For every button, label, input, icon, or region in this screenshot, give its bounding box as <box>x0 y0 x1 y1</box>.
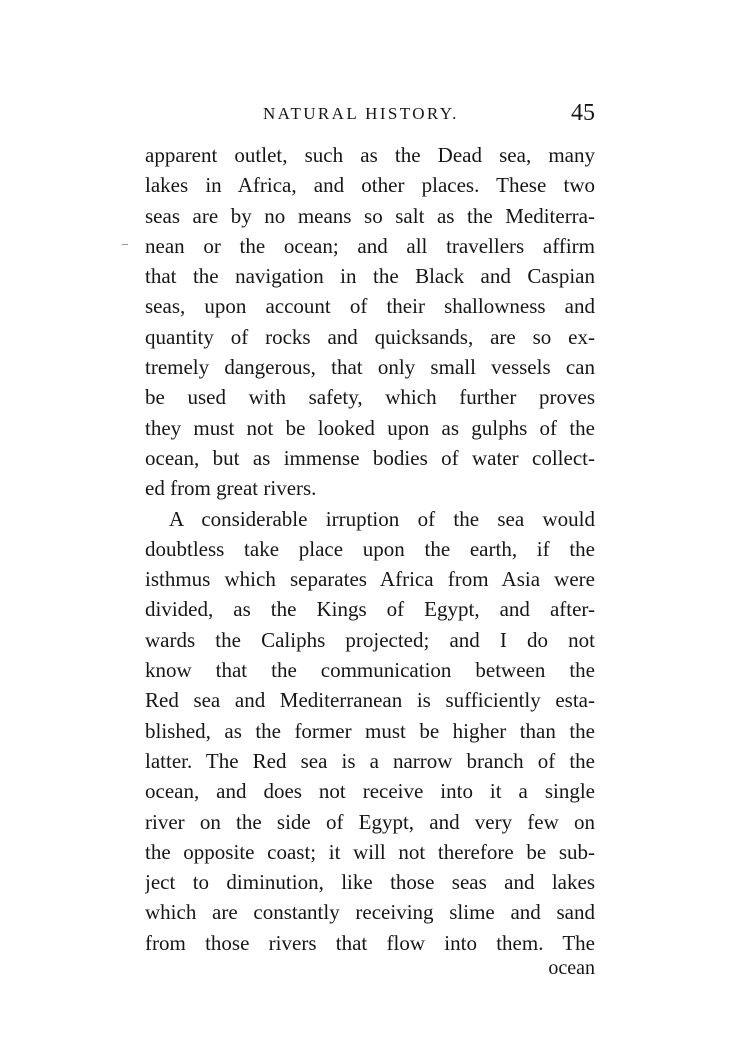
text-line: Red sea and Mediterranean is sufficiently esta- <box>145 688 595 713</box>
text-line: from those rivers that flow into them. The <box>145 930 595 955</box>
text-line: isthmus which separates Africa from Asia were <box>145 567 595 592</box>
text-line: nean or the ocean; and all travellers affirm <box>145 233 595 258</box>
text-line: blished, as the former must be higher than the <box>145 718 595 743</box>
text-line: seas are by no means so salt as the Mediterra- <box>145 203 595 228</box>
text-line: which are constantly receiving slime and sand <box>145 900 595 925</box>
text-line: quantity of rocks and quicksands, are so ex- <box>145 324 595 349</box>
running-head <box>145 100 595 132</box>
text-line: river on the side of Egypt, and very few on <box>145 809 595 834</box>
text-line: latter. The Red sea is a narrow branch of the <box>145 748 595 773</box>
text-line: tremely dangerous, that only small vessels can <box>145 355 595 380</box>
text-line: seas, upon account of their shallowness and <box>145 294 595 319</box>
text-line: they must not be looked upon as gulphs of the <box>145 415 595 440</box>
text-line: the opposite coast; it will not therefore be sub- <box>145 839 595 864</box>
catchword: ocean <box>548 957 595 979</box>
text-line: wards the Caliphs projected; and I do not <box>145 627 595 652</box>
text-line: ject to diminution, like those seas and lakes <box>145 870 595 895</box>
text-line: ocean, and does not receive into it a single <box>145 779 595 804</box>
margin-mark <box>122 244 128 245</box>
text-line: know that the communication between the <box>145 658 595 683</box>
running-title: NATURAL HISTORY. <box>263 104 459 123</box>
text-line: doubtless take place upon the earth, if the <box>145 536 595 561</box>
text-line: be used with safety, which further proves <box>145 385 595 410</box>
text-line: divided, as the Kings of Egypt, and after- <box>145 597 595 622</box>
text-line: apparent outlet, such as the Dead sea, many <box>145 143 595 167</box>
page-number: 45 <box>571 100 595 126</box>
body-text <box>145 140 595 958</box>
paragraph-end-line: ed from great rivers. <box>145 476 317 501</box>
text-line: lakes in Africa, and other places. These two <box>145 173 595 198</box>
text-line: that the navigation in the Black and Caspian <box>145 264 595 289</box>
paragraph-start-line: A considerable irruption of the sea would <box>169 506 595 531</box>
text-line: ocean, but as immense bodies of water collect- <box>145 445 595 470</box>
